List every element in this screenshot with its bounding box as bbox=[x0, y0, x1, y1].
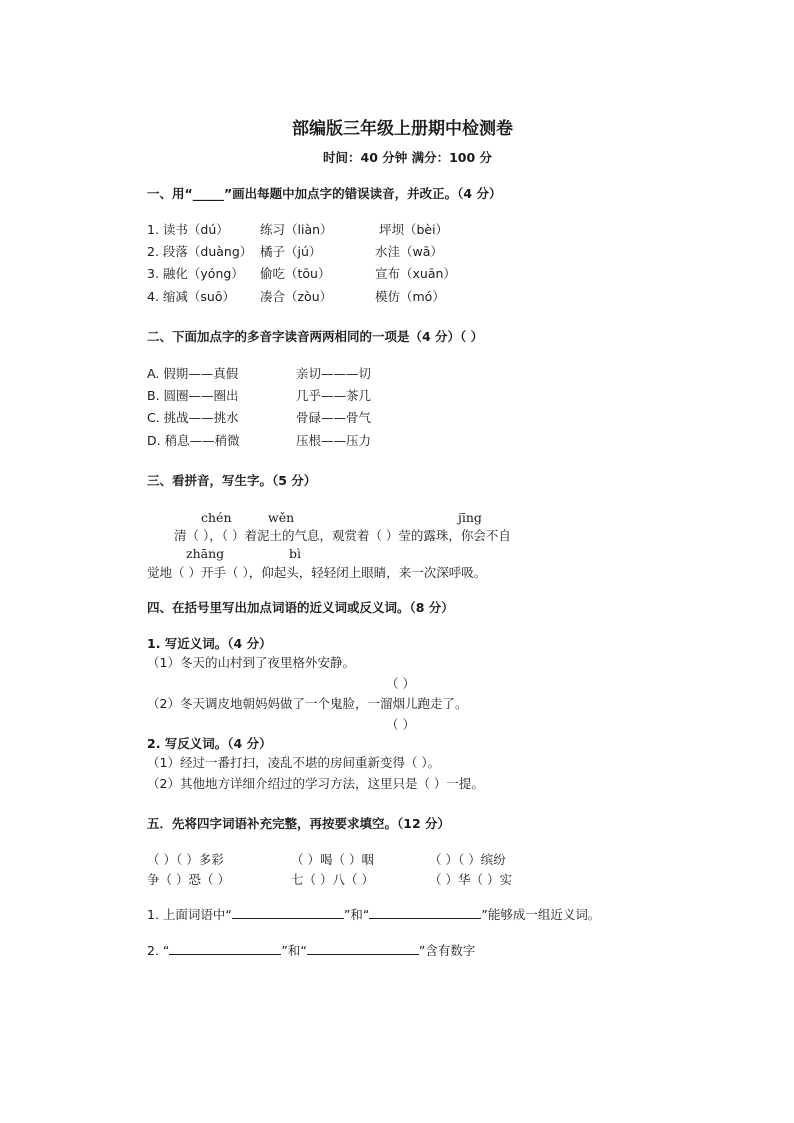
q1-row-2-col-1: 2. 段落（duàng） bbox=[147, 244, 253, 259]
q1-row-4-col-3: 模仿（mó） bbox=[375, 289, 445, 304]
q5-fill-2 bbox=[147, 942, 475, 959]
q3-pinyin-wen: wěn bbox=[268, 510, 295, 525]
q1-row-1-col-2: 练习（liàn） bbox=[260, 222, 333, 237]
q3-heading: 三、看拼音，写生字。（5 分） bbox=[147, 473, 317, 488]
q4-part1-blank-1: （ ） bbox=[386, 676, 415, 691]
q4-heading: 四、在括号里写出加点词语的近义词或反义词。（8 分） bbox=[147, 600, 454, 615]
q5-fill-1-suffix: ”能够成一组近义词。 bbox=[481, 907, 601, 922]
q5-fill-1-middle: ”和“ bbox=[343, 907, 370, 922]
q3-sentence-line-2: 觉地（ ）开手（ ），仰起头，轻轻闭上眼睛，来一次深呼吸。 bbox=[147, 565, 487, 580]
q4-part1-blank-2: （ ） bbox=[386, 717, 415, 732]
page-title: 部编版三年级上册期中检测卷 bbox=[292, 119, 513, 139]
q2-option-c-right: 骨碌——骨气 bbox=[296, 410, 372, 425]
q2-option-b-left: B. 圆圈——圈出 bbox=[147, 388, 239, 403]
q3-pinyin-zhang: zhāng bbox=[186, 546, 225, 561]
q5-fill-2-middle: ”和“ bbox=[281, 943, 307, 958]
q5-idiom-5: 七（ ）八（ ） bbox=[291, 872, 374, 887]
q5-fill-1 bbox=[147, 906, 600, 923]
q5-idiom-1: （ ）（ ）多彩 bbox=[147, 852, 224, 867]
q2-option-d-left: D. 稍息——稍微 bbox=[147, 433, 240, 448]
q5-heading: 五．先将四字词语补充完整，再按要求填空。（12 分） bbox=[147, 816, 450, 831]
q4-part2-item-1: （1）经过一番打扫，凌乱不堪的房间重新变得（ ）。 bbox=[147, 755, 441, 770]
q2-option-a-right: 亲切———切 bbox=[296, 366, 372, 381]
q4-part1-item-2: （2）冬天调皮地朝妈妈做了一个鬼脸，一溜烟儿跑走了。 bbox=[147, 696, 468, 711]
q1-row-4-col-1: 4. 缩减（suō） bbox=[147, 289, 235, 304]
q2-heading: 二、下面加点字的多音字读音两两相同的一项是（4 分）（ ） bbox=[147, 329, 484, 344]
q3-pinyin-bi: bì bbox=[289, 546, 301, 561]
answer-blank[interactable] bbox=[232, 906, 344, 919]
q4-part1-item-1: （1）冬天的山村到了夜里格外安静。 bbox=[147, 655, 355, 670]
q1-heading: 一、用“_____”画出每题中加点字的错误读音，并改正。（4 分） bbox=[147, 186, 502, 201]
answer-blank[interactable] bbox=[369, 906, 481, 919]
q5-fill-1-prefix: 1. 上面词语中“ bbox=[147, 907, 232, 922]
q2-option-d-right: 压根——压力 bbox=[296, 433, 372, 448]
page-subtitle: 时间：40 分钟 满分：100 分 bbox=[323, 150, 493, 165]
q3-pinyin-chen: chén bbox=[201, 510, 232, 525]
q2-option-c-left: C. 挑战——挑水 bbox=[147, 410, 239, 425]
q1-row-2-col-3: 水洼（wā） bbox=[375, 244, 443, 259]
q5-fill-2-suffix: ”含有数字 bbox=[418, 943, 476, 958]
q3-pinyin-jing: jīng bbox=[458, 510, 482, 525]
answer-blank[interactable] bbox=[169, 942, 281, 955]
q1-row-2-col-2: 橘子（jú） bbox=[260, 244, 322, 259]
q1-row-3-col-3: 宣布（xuān） bbox=[375, 266, 456, 281]
q5-idiom-2: （ ）喝（ ）咽 bbox=[291, 852, 374, 867]
q4-part1-title: 1. 写近义词。（4 分） bbox=[147, 636, 272, 651]
q5-idiom-6: （ ）华（ ）实 bbox=[429, 872, 512, 887]
q5-idiom-4: 争（ ）恐（ ） bbox=[147, 872, 230, 887]
q3-sentence-line-1: 清（ ），（ ）着泥土的气息，观赏着（ ）莹的露珠，你会不自 bbox=[174, 528, 511, 543]
q4-part2-title: 2. 写反义词。（4 分） bbox=[147, 736, 272, 751]
q1-row-1-col-3: 坪坝（bèi） bbox=[379, 222, 449, 237]
answer-blank[interactable] bbox=[307, 942, 419, 955]
q2-option-b-right: 几乎——茶几 bbox=[296, 388, 372, 403]
q5-idiom-3: （ ）（ ）缤纷 bbox=[429, 852, 506, 867]
q4-part2-item-2: （2）其他地方详细介绍过的学习方法，这里只是（ ）一提。 bbox=[147, 776, 484, 791]
q1-row-3-col-1: 3. 融化（yóng） bbox=[147, 266, 244, 281]
q1-row-1-col-1: 1. 读书（dú） bbox=[147, 222, 229, 237]
q5-fill-2-prefix: 2. “ bbox=[147, 943, 170, 958]
q2-option-a-left: A. 假期——真假 bbox=[147, 366, 239, 381]
q1-row-3-col-2: 偷吃（tōu） bbox=[260, 266, 331, 281]
q1-row-4-col-2: 凑合（zòu） bbox=[260, 289, 333, 304]
